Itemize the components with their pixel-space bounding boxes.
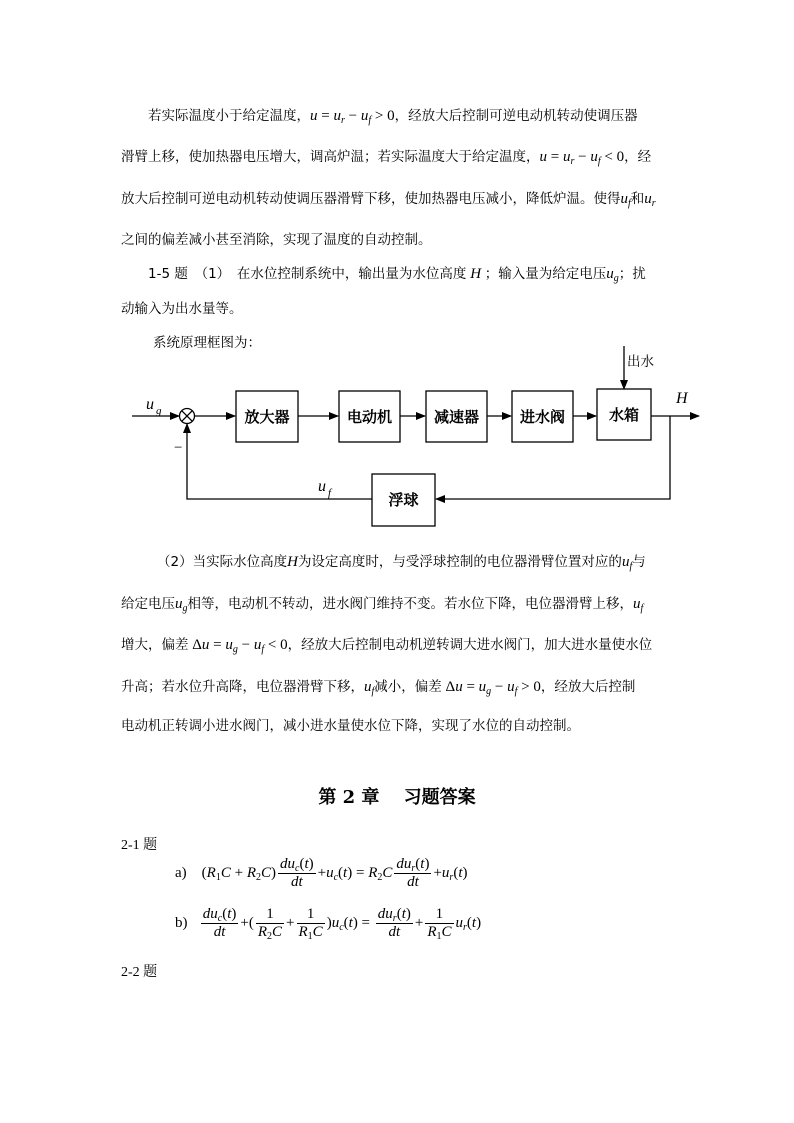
block-amplifier-label: 放大器 [244,408,290,426]
math-u-ur-uf-gt0: u [310,108,318,124]
equation-a: a) $(R_1C + R_2C)$ $\frac{du_c(t)}{dt}$ $+u_c(t) = R_2C$ $\frac{du_r(t)}{dt}$ $+u_r(t)$ [175,856,468,890]
problem-2-2-label: 2-2 题 [121,965,158,980]
problem-1-5-line2: 动输入为出水量等。 [121,301,243,317]
para1-line3: 放大后控制可逆电动机转动使调压器滑臂下移，使加热器电压减小，降低炉温。使得$u_f$和$u_r$ [121,191,656,209]
para2-line1: （2）当实际水位高度H为设定高度时，与受浮球控制的电位器滑臂位置对应的$u_f$与 [157,554,646,572]
para2-line5: 电动机正转调小进水阀门，减小进水量使水位下降，实现了水位的自动控制。 [121,718,580,734]
para1-line1: 若实际温度小于给定温度，$u = u_r - u_f > 0$，经放大后控制可逆电动机转动使调压器 [148,108,638,126]
block-diagram [0,0,794,540]
input-label: u [146,396,154,413]
math-u-ur-uf-lt0: u [539,149,547,165]
feedback-label: u [318,478,326,495]
output-label: H [676,390,688,407]
minus-sign: − [174,440,183,456]
problem-2-1-label: 2-1 题 [121,838,158,853]
para2-line3: 增大，偏差 $\Delta u = u_g - u_f < 0$，经放大后控制电动机逆转调大进水阀门，加大进水量使水位 [121,637,653,655]
input-label-sub: g [156,405,162,417]
block-water-tank-label: 水箱 [608,406,640,424]
block-motor-label: 电动机 [346,408,393,426]
equation-a-label: a) [175,864,187,881]
block-inlet-valve-label: 进水阀 [519,408,566,426]
equation-b-label: b) [175,914,188,931]
para2-line2: 给定电压$u_g$相等，电动机不转动，进水阀门维持不变。若水位下降，电位器滑臂上移，$u_f$ [121,596,644,614]
diagram-caption: 系统原理框图为： [153,335,261,351]
block-float-label: 浮球 [388,491,419,509]
block-reducer-label: 减速器 [433,408,480,426]
problem-1-5-line1: 1-5 题 （1） 在水位控制系统中，输出量为水位高度 H ；输入量为给定电压$u_g$；扰 [148,266,646,284]
equation-b: b) $\frac{du_c(t)}{dt}$ +( $\frac{1}{R_2C}$ + $\frac{1}{R_1C}$ )$u_c(t)$ = $\frac{du_r(t)}{dt}$ + $\frac{1}{R_1C}$ $u_r(t)$ [175,906,482,942]
disturbance-label: 出水 [627,354,654,370]
feedback-label-sub: f [328,487,332,499]
para1-line2: 滑臂上移，使加热器电压增大，调高炉温；若实际温度大于给定温度，$u = u_r - u_f < 0$，经 [121,149,652,167]
para1-line4: 之间的偏差减小甚至消除，实现了温度的自动控制。 [121,232,432,248]
para2-line4: 升高；若水位升高降，电位器滑臂下移，$u_f$减小，偏差 $\Delta u = u_g - u_f > 0$，经放大后控制 [121,679,636,697]
chapter-title: 第 2 章 习题答案 [318,787,476,808]
para1-text: 若实际温度小于给定温度， [148,108,310,124]
